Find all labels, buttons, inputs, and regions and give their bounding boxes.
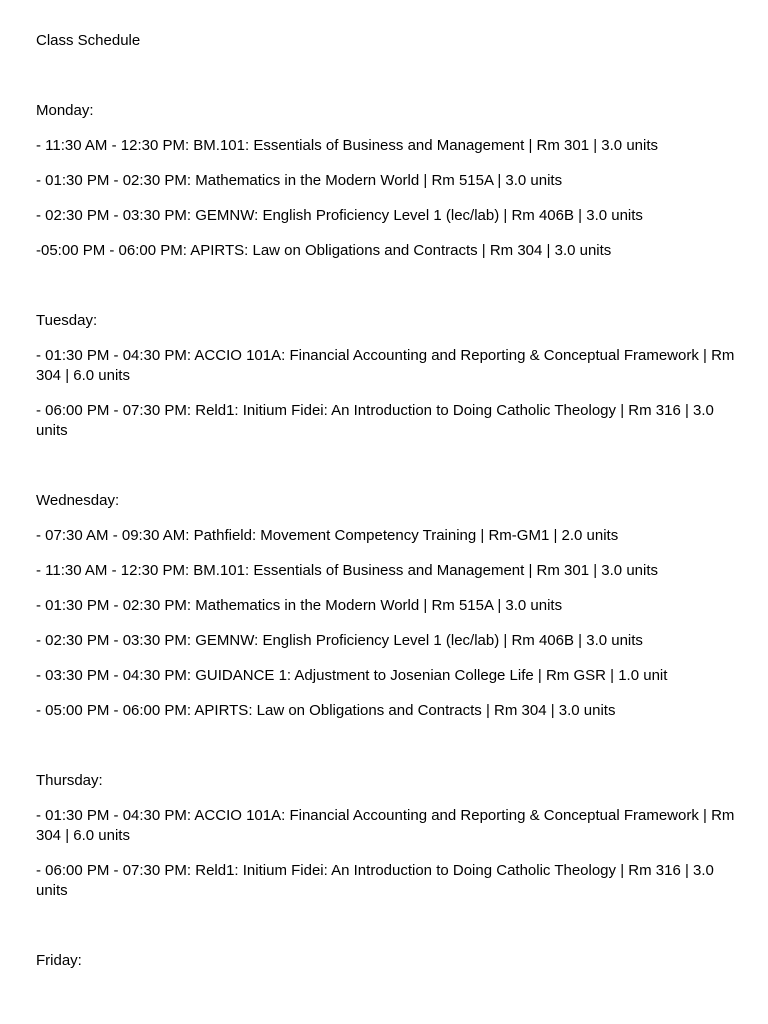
day-heading-friday: Friday: <box>36 952 82 969</box>
schedule-entry: - 11:30 AM - 12:30 PM: BM.101: Essentials of Business and Management | Rm 301 | 3.0 units <box>36 562 659 579</box>
day-section-wednesday <box>36 491 736 721</box>
day-heading-thursday: Thursday: <box>36 772 103 789</box>
schedule-entry: -05:00 PM - 06:00 PM: APIRTS: Law on Obligations and Contracts | Rm 304 | 3.0 units <box>36 242 612 259</box>
schedule-entry: - 06:00 PM - 07:30 PM: Reld1: Initium Fidei: An Introduction to Doing Catholic Theology | Rm 316 | 3.0 units <box>36 862 714 899</box>
day-heading-wednesday: Wednesday: <box>36 492 120 509</box>
day-section-friday <box>36 951 736 971</box>
day-heading-monday: Monday: <box>36 102 94 119</box>
schedule-entry: - 01:30 PM - 02:30 PM: Mathematics in the Modern World | Rm 515A | 3.0 units <box>36 172 563 189</box>
schedule-entry: - 01:30 PM - 02:30 PM: Mathematics in the Modern World | Rm 515A | 3.0 units <box>36 597 563 614</box>
schedule-entry: - 02:30 PM - 03:30 PM: GEMNW: English Proficiency Level 1 (lec/lab) | Rm 406B | 3.0 units <box>36 207 643 224</box>
schedule-entry: - 01:30 PM - 04:30 PM: ACCIO 101A: Financial Accounting and Reporting & Conceptual Framework | Rm 304 | 6.0 units <box>36 347 735 384</box>
schedule-entry: - 06:00 PM - 07:30 PM: Reld1: Initium Fidei: An Introduction to Doing Catholic Theology | Rm 316 | 3.0 units <box>36 402 714 439</box>
day-heading-tuesday: Tuesday: <box>36 312 98 329</box>
schedule-entry: - 11:30 AM - 12:30 PM: BM.101: Essentials of Business and Management | Rm 301 | 3.0 units <box>36 137 659 154</box>
schedule-entry: - 02:30 PM - 03:30 PM: GEMNW: English Proficiency Level 1 (lec/lab) | Rm 406B | 3.0 units <box>36 632 643 649</box>
schedule-entry: - 05:00 PM - 06:00 PM: APIRTS: Law on Obligations and Contracts | Rm 304 | 3.0 units <box>36 702 616 719</box>
schedule-entry: - 07:30 AM - 09:30 AM: Pathfield: Movement Competency Training | Rm-GM1 | 2.0 units <box>36 527 619 544</box>
day-section-monday <box>36 101 736 261</box>
schedule-entry: - 03:30 PM - 04:30 PM: GUIDANCE 1: Adjustment to Josenian College Life | Rm GSR | 1.0 unit <box>36 667 668 684</box>
schedule-entry: - 01:30 PM - 04:30 PM: ACCIO 101A: Financial Accounting and Reporting & Conceptual Framework | Rm 304 | 6.0 units <box>36 807 735 844</box>
day-section-thursday <box>36 771 736 901</box>
document-page <box>36 31 736 1021</box>
page-title: Class Schedule <box>36 32 141 49</box>
day-section-tuesday <box>36 311 736 441</box>
